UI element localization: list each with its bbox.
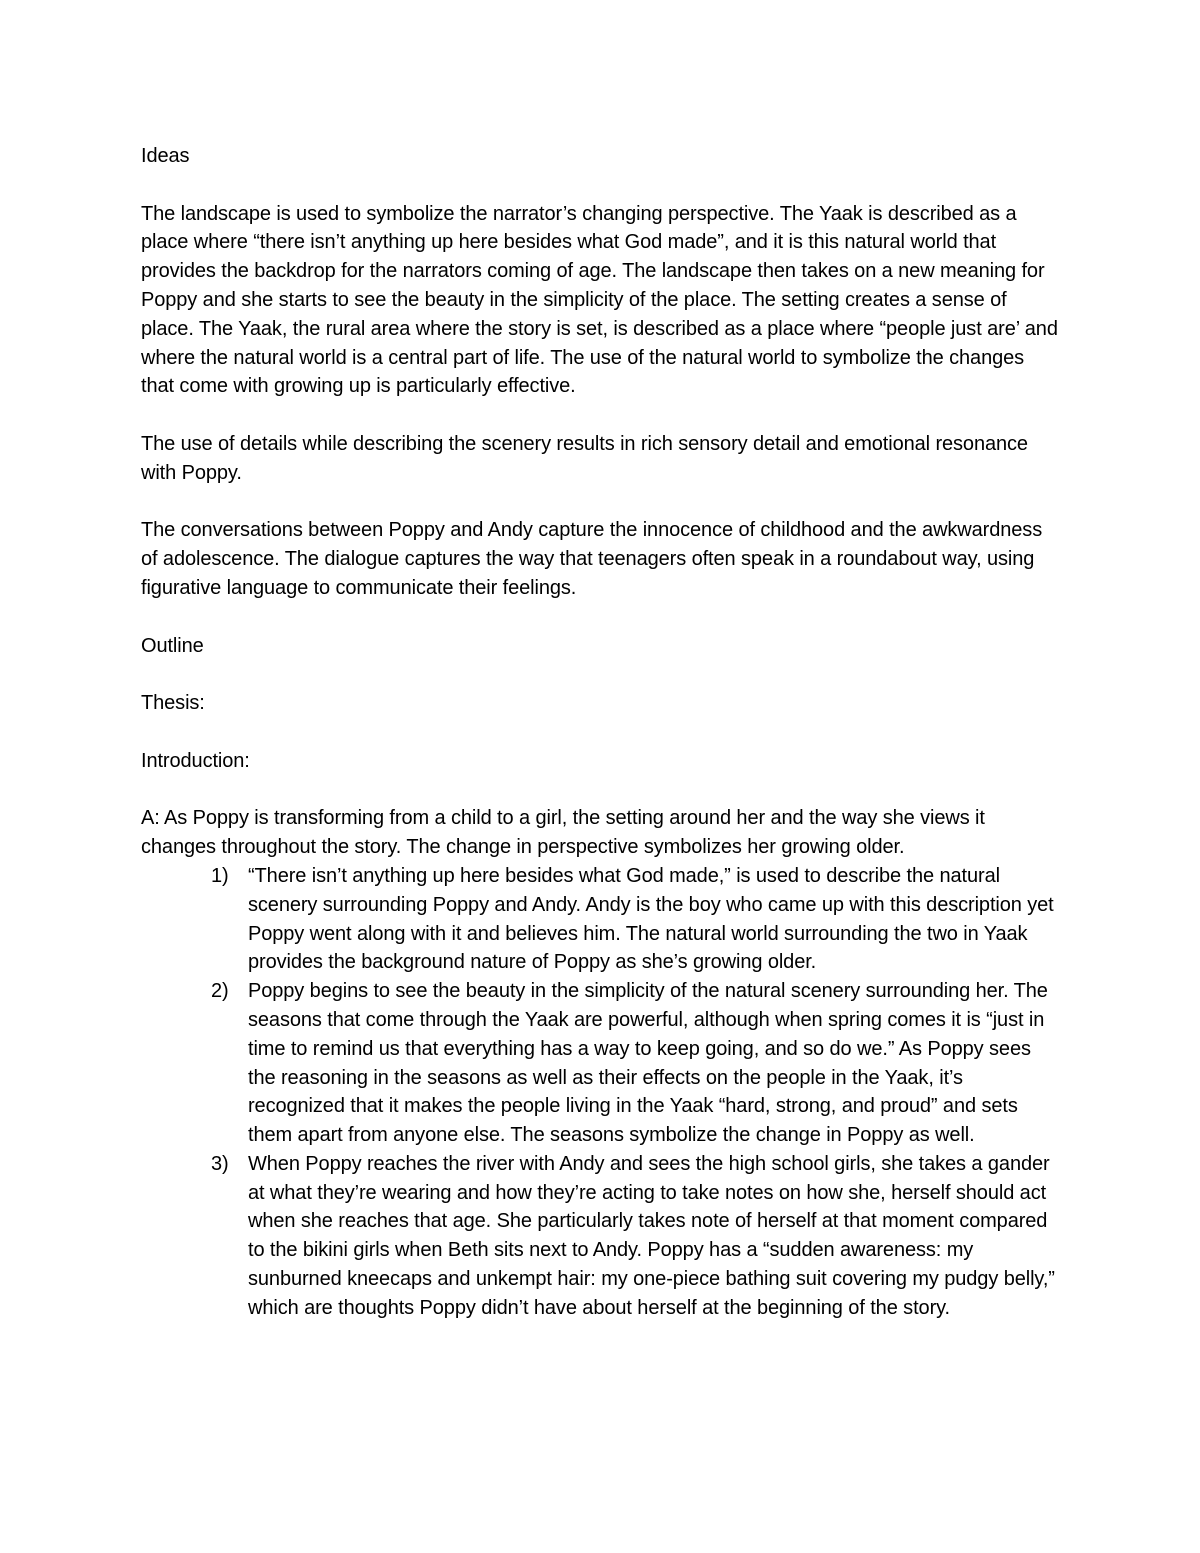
introduction-heading: Introduction: bbox=[141, 749, 250, 772]
list-item bbox=[141, 977, 1061, 1150]
ideas-heading: Ideas bbox=[141, 145, 190, 167]
list-item bbox=[141, 1150, 1061, 1323]
list-item bbox=[141, 862, 1061, 977]
list-item-text: Poppy begins to see the beauty in the simplicity of the natural scenery surrounding her. The seasons that come through the Yaak are powerful, although when spring comes it is “just in time to remind us that everything has a way to keep going, and so do we.” As Poppy sees the reasoning in the seasons as well as their effects on the people in the Yaak, it’s recognized that it makes the people living in the Yaak “hard, strong, and proud” and sets them apart from anyone else. The seasons symbolize the change in Poppy as well. bbox=[248, 980, 1048, 1147]
list-item-text: “There isn’t anything up here besides what God made,” is used to describe the natural scenery surrounding Poppy and Andy. Andy is the boy who came up with this description yet Poppy went along with it and believes him. The natural world surrounding the two in Yaak provides the background nature of Poppy as she’s growing older. bbox=[248, 864, 1054, 974]
document-body bbox=[141, 142, 1061, 1323]
outline-heading: Outline bbox=[141, 634, 204, 657]
outline-point-a: A: As Poppy is transforming from a child to a girl, the setting around her and the way she views it changes throughout the story. The change in perspective symbolizes her growing older. bbox=[141, 807, 985, 859]
thesis-heading: Thesis: bbox=[141, 692, 205, 715]
list-item-number: 2) bbox=[211, 980, 229, 1003]
list-item-number: 1) bbox=[211, 864, 229, 887]
ideas-paragraph-landscape: The landscape is used to symbolize the narrator’s changing perspective. The Yaak is described as a place where “there isn’t anything up here besides what God made”, and it is this natural world that provides the backdrop for the narrators coming of age. The landscape then takes on a new meaning for Poppy and she starts to see the beauty in the simplicity of the place. The setting creates a sense of place. The Yaak, the rural area where the story is set, is described as a place where “people just are’ and where the natural world is a central part of life. The use of the natural world to symbolize the changes that come with growing up is particularly effective. bbox=[141, 202, 1058, 398]
outline-point-a-list bbox=[141, 862, 1061, 1323]
ideas-paragraph-conversations: The conversations between Poppy and Andy capture the innocence of childhood and the awkwardness of adolescence. The dialogue captures the way that teenagers often speak in a roundabout way, using figurative language to communicate their feelings. bbox=[141, 519, 1043, 599]
ideas-paragraph-details: The use of details while describing the scenery results in rich sensory detail and emotional resonance with Poppy. bbox=[141, 432, 1028, 484]
list-item-number: 3) bbox=[211, 1152, 229, 1175]
list-item-text: When Poppy reaches the river with Andy and sees the high school girls, she takes a gander at what they’re wearing and how they’re acting to take notes on how she, herself should act when she reaches that age. She particularly takes note of herself at that moment compared to the bikini girls when Beth sits next to Andy. Poppy has a “sudden awareness: my sunburned kneecaps and unkempt hair: my one-piece bathing suit covering my pudgy belly,” which are thoughts Poppy didn’t have about herself at the beginning of the story. bbox=[248, 1152, 1055, 1319]
